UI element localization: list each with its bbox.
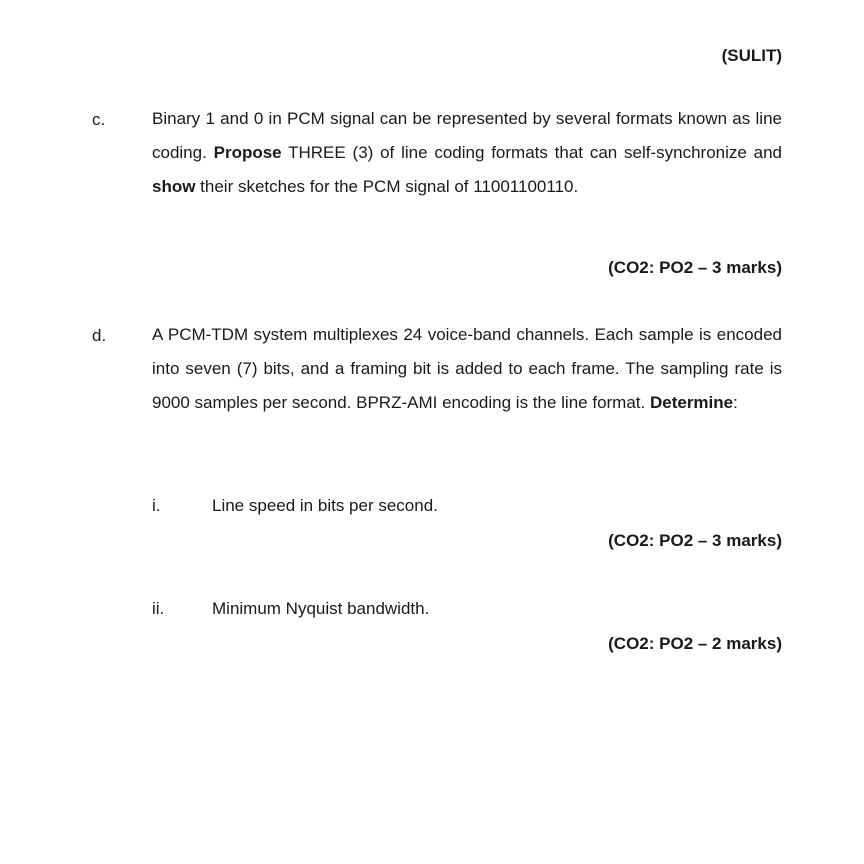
question-c-propose: Propose: [213, 143, 282, 162]
question-d-label: d.: [92, 326, 107, 345]
subpart-ii-marks: (CO2: PO2 – 2 marks): [608, 634, 782, 653]
question-d-text: [152, 318, 782, 420]
question-c-label: c.: [92, 110, 106, 129]
question-c-marks: (CO2: PO2 – 3 marks): [608, 258, 782, 277]
subpart-i-text: Line speed in bits per second.: [212, 496, 438, 515]
subpart-ii-label: ii.: [152, 599, 165, 618]
classification-tag: (SULIT): [721, 46, 782, 65]
question-c-text-part: THREE (3) of line coding formats that can self-synchronize and: [281, 143, 782, 162]
subpart-ii-text: Minimum Nyquist bandwidth.: [212, 599, 430, 618]
question-c-text-part: Binary 1 and 0 in PCM signal can be represented by several formats known as line coding.: [152, 109, 782, 162]
question-d-determine: Determine: [649, 393, 734, 412]
question-c-show: show: [152, 177, 196, 196]
question-d-text-part: :: [733, 393, 738, 412]
question-c-text-part: their sketches for the PCM signal of 11001100110.: [195, 177, 579, 196]
question-c-text: [152, 102, 782, 204]
subpart-i-marks: (CO2: PO2 – 3 marks): [608, 531, 782, 550]
subpart-i-label: i.: [152, 496, 161, 515]
question-d-text-part: A PCM-TDM system multiplexes 24 voice-band channels. Each sample is encoded into seven (7) bits, and a framing bit is added to each frame. The sampling rate is 9000 samples per second. BPRZ-AMI encoding is the line format.: [152, 325, 782, 412]
